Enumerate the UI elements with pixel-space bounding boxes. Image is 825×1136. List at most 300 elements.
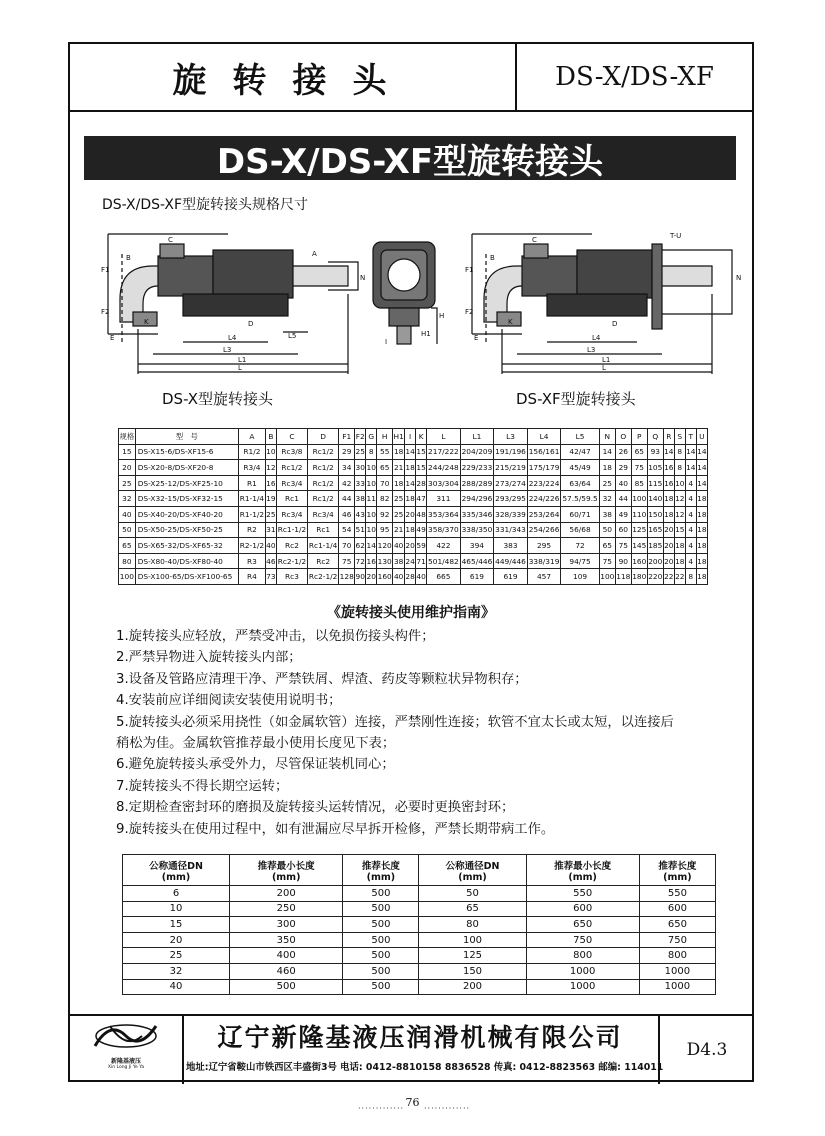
hose-length-cell: 750 bbox=[526, 932, 639, 948]
title-banner: DS-X/DS-XF型旋转接头 bbox=[84, 136, 736, 180]
spec-cell: 72 bbox=[355, 553, 366, 569]
spec-cell: 38 bbox=[599, 506, 615, 522]
hose-length-cell: 550 bbox=[639, 886, 715, 902]
spec-cell: 65 bbox=[631, 444, 647, 460]
spec-table-row bbox=[119, 460, 708, 476]
spec-cell: 191/196 bbox=[494, 444, 528, 460]
spec-cell: R2 bbox=[238, 522, 265, 538]
spec-cell: 25 bbox=[393, 491, 405, 507]
spec-cell: 15 bbox=[416, 444, 427, 460]
logo-cn: 新隆基液压 bbox=[110, 1058, 141, 1065]
spec-cell: 14 bbox=[685, 460, 696, 476]
spec-header-cell: K bbox=[416, 429, 427, 445]
spec-cell: 10 bbox=[674, 475, 685, 491]
hose-length-cell: 400 bbox=[230, 948, 343, 964]
spec-header-cell: S bbox=[674, 429, 685, 445]
spec-cell: 303/304 bbox=[427, 475, 461, 491]
spec-cell: 44 bbox=[339, 491, 355, 507]
mark-f1: F1 bbox=[101, 266, 110, 274]
spec-cell: 32 bbox=[119, 491, 136, 507]
spec-cell: 18 bbox=[696, 522, 707, 538]
spec-cell: 18 bbox=[696, 569, 707, 585]
spec-cell: 25 bbox=[599, 475, 615, 491]
spec-cell: Rc3/4 bbox=[276, 506, 307, 522]
spec-cell: 110 bbox=[631, 506, 647, 522]
hose-length-cell: 40 bbox=[123, 979, 230, 995]
company-address: 地址:辽宁省鞍山市铁西区丰盛街3号 电话: 0412-8810158 8836528 传真: 0412-8823563 邮编: 114011 bbox=[186, 1062, 664, 1073]
guide-item: 3.设备及管路应清理干净、严禁铁屑、焊渣、药皮等颗粒状异物积存； bbox=[116, 671, 528, 687]
spec-cell: 18 bbox=[674, 538, 685, 554]
spec-cell: 40 bbox=[393, 569, 405, 585]
spec-cell: Rc3/4 bbox=[276, 475, 307, 491]
mark-k: K bbox=[144, 318, 149, 326]
spec-cell: 10 bbox=[366, 506, 377, 522]
hose-length-row bbox=[123, 886, 716, 902]
spec-cell: 18 bbox=[663, 506, 674, 522]
spec-caption: DS-X/DS-XF型旋转接头规格尺寸 bbox=[102, 197, 308, 213]
mark-d: D bbox=[248, 320, 254, 328]
hose-length-cell: 250 bbox=[230, 901, 343, 917]
spec-cell: 18 bbox=[696, 491, 707, 507]
spec-cell: 40 bbox=[119, 506, 136, 522]
hose-length-cell: 65 bbox=[419, 901, 526, 917]
guide-list bbox=[116, 626, 736, 840]
spec-cell: 254/266 bbox=[527, 522, 561, 538]
hose-length-cell: 32 bbox=[123, 963, 230, 979]
spec-cell: 465/446 bbox=[460, 553, 494, 569]
spec-header-cell: O bbox=[615, 429, 631, 445]
spec-cell: 422 bbox=[427, 538, 461, 554]
spec-table-row bbox=[119, 569, 708, 585]
mark-l3: L3 bbox=[223, 346, 232, 354]
spec-cell: 145 bbox=[631, 538, 647, 554]
spec-cell: 223/224 bbox=[527, 475, 561, 491]
spec-cell: DS-X20-8/DS-XF20-8 bbox=[135, 460, 238, 476]
spec-cell: 311 bbox=[427, 491, 461, 507]
spec-cell: 42 bbox=[339, 475, 355, 491]
hose-length-header-cell: 推荐长度 (mm) bbox=[343, 855, 419, 886]
spec-cell: Rc1-1/4 bbox=[308, 538, 339, 554]
spec-cell: 34 bbox=[339, 460, 355, 476]
mark-e: E bbox=[110, 334, 115, 342]
spec-header-cell: F2 bbox=[355, 429, 366, 445]
spec-cell: 63/64 bbox=[561, 475, 600, 491]
hose-length-cell: 800 bbox=[526, 948, 639, 964]
hose-length-row bbox=[123, 948, 716, 964]
spec-cell: 38 bbox=[393, 553, 405, 569]
spec-cell: 130 bbox=[377, 553, 393, 569]
spec-cell: 665 bbox=[427, 569, 461, 585]
spec-cell: 217/222 bbox=[427, 444, 461, 460]
spec-cell: 49 bbox=[416, 522, 427, 538]
guide-item: 8.定期检查密封环的磨损及旋转接头运转情况，必要时更换密封环； bbox=[116, 800, 515, 816]
spec-cell: 8 bbox=[685, 569, 696, 585]
hose-length-row bbox=[123, 901, 716, 917]
mark-c: C bbox=[168, 236, 173, 244]
spec-cell: 294/296 bbox=[460, 491, 494, 507]
spec-cell: DS-X32-15/DS-XF32-15 bbox=[135, 491, 238, 507]
spec-cell: Rc1-1/2 bbox=[276, 522, 307, 538]
mark-i: I bbox=[385, 338, 388, 346]
spec-cell: 18 bbox=[393, 444, 405, 460]
hose-length-cell: 500 bbox=[343, 901, 419, 917]
spec-cell: 224/226 bbox=[527, 491, 561, 507]
spec-cell: 293/295 bbox=[494, 491, 528, 507]
spec-cell: 40 bbox=[265, 538, 276, 554]
hose-length-row bbox=[123, 932, 716, 948]
hose-length-cell: 200 bbox=[419, 979, 526, 995]
hose-length-cell: 500 bbox=[343, 979, 419, 995]
spec-cell: 100 bbox=[631, 491, 647, 507]
mark-b: B bbox=[126, 254, 131, 262]
flange-drawing bbox=[365, 214, 445, 386]
spec-cell: 10 bbox=[265, 444, 276, 460]
mark-b: B bbox=[490, 254, 495, 262]
hose-length-cell: 500 bbox=[343, 948, 419, 964]
spec-cell: DS-X65-32/DS-XF65-32 bbox=[135, 538, 238, 554]
spec-cell: 4 bbox=[685, 506, 696, 522]
spec-cell: 11 bbox=[366, 491, 377, 507]
spec-cell: R1-1/2 bbox=[238, 506, 265, 522]
hose-length-row bbox=[123, 917, 716, 933]
spec-cell: 54 bbox=[339, 522, 355, 538]
hose-length-row bbox=[123, 963, 716, 979]
spec-cell: DS-X25-12/DS-XF25-10 bbox=[135, 475, 238, 491]
spec-cell: Rc2-1/2 bbox=[276, 553, 307, 569]
spec-header-cell: L1 bbox=[460, 429, 494, 445]
spec-cell: Rc3/4 bbox=[308, 506, 339, 522]
spec-cell: Rc3/8 bbox=[276, 444, 307, 460]
spec-cell: 4 bbox=[685, 522, 696, 538]
spec-cell: 18 bbox=[696, 553, 707, 569]
spec-cell: 44 bbox=[615, 491, 631, 507]
spec-cell: 15 bbox=[119, 444, 136, 460]
mark-l4: L4 bbox=[592, 334, 601, 342]
spec-cell: 65 bbox=[599, 538, 615, 554]
spec-cell: 20 bbox=[663, 538, 674, 554]
spec-cell: 56/68 bbox=[561, 522, 600, 538]
spec-table-row bbox=[119, 444, 708, 460]
spec-cell: 33 bbox=[355, 475, 366, 491]
spec-cell: 72 bbox=[561, 538, 600, 554]
spec-cell: 31 bbox=[265, 522, 276, 538]
hose-length-cell: 1000 bbox=[526, 963, 639, 979]
spec-cell: Rc1/2 bbox=[308, 475, 339, 491]
spec-cell: 95 bbox=[377, 522, 393, 538]
spec-cell: 295 bbox=[527, 538, 561, 554]
spec-cell: 50 bbox=[599, 522, 615, 538]
spec-cell: 619 bbox=[460, 569, 494, 585]
hose-length-cell: 500 bbox=[343, 963, 419, 979]
spec-cell: 4 bbox=[685, 538, 696, 554]
guide-item: 稍松为佳。金属软管推荐最小使用长度见下表； bbox=[116, 736, 396, 752]
spec-cell: 16 bbox=[366, 553, 377, 569]
spec-cell: 82 bbox=[377, 491, 393, 507]
spec-table-row bbox=[119, 475, 708, 491]
hose-length-cell: 350 bbox=[230, 932, 343, 948]
spec-cell: 24 bbox=[405, 553, 416, 569]
spec-cell: 59 bbox=[416, 538, 427, 554]
spec-cell: R4 bbox=[238, 569, 265, 585]
mark-f1: F1 bbox=[465, 266, 474, 274]
hose-length-header-cell: 公称通径DN (mm) bbox=[123, 855, 230, 886]
ds-x-drawing bbox=[98, 214, 368, 386]
spec-cell: 38 bbox=[355, 491, 366, 507]
spec-cell: 8 bbox=[674, 444, 685, 460]
spec-cell: 338/319 bbox=[527, 553, 561, 569]
spec-cell: R3 bbox=[238, 553, 265, 569]
hose-length-header-cell: 推荐最小长度 (mm) bbox=[526, 855, 639, 886]
spec-cell: 40 bbox=[416, 569, 427, 585]
spec-cell: DS-X15-6/DS-XF15-6 bbox=[135, 444, 238, 460]
guide-title: 《旋转接头使用维护指南》 bbox=[327, 605, 495, 621]
spec-cell: 90 bbox=[355, 569, 366, 585]
spec-cell: 26 bbox=[615, 444, 631, 460]
hose-length-cell: 500 bbox=[343, 886, 419, 902]
guide-item: 2.严禁异物进入旋转接头内部； bbox=[116, 650, 302, 666]
spec-cell: 10 bbox=[366, 475, 377, 491]
spec-cell: 18 bbox=[696, 538, 707, 554]
spec-header-cell: R bbox=[663, 429, 674, 445]
spec-cell: 65 bbox=[119, 538, 136, 554]
spec-cell: 18 bbox=[405, 460, 416, 476]
spec-cell: R1-1/4 bbox=[238, 491, 265, 507]
spec-cell: 14 bbox=[599, 444, 615, 460]
spec-cell: 14 bbox=[366, 538, 377, 554]
header bbox=[70, 44, 752, 112]
spec-cell: 15 bbox=[416, 460, 427, 476]
spec-cell: 105 bbox=[647, 460, 663, 476]
page-dots-right: ············· bbox=[424, 1104, 471, 1113]
spec-cell: 21 bbox=[393, 460, 405, 476]
hose-length-row bbox=[123, 979, 716, 995]
mark-n: N bbox=[736, 274, 742, 282]
hose-length-cell: 80 bbox=[419, 917, 526, 933]
spec-cell: 48 bbox=[416, 506, 427, 522]
spec-cell: 22 bbox=[674, 569, 685, 585]
hose-length-cell: 460 bbox=[230, 963, 343, 979]
spec-cell: 75 bbox=[339, 553, 355, 569]
spec-cell: Rc1/2 bbox=[308, 460, 339, 476]
hose-length-cell: 500 bbox=[343, 917, 419, 933]
spec-cell: 47 bbox=[416, 491, 427, 507]
spec-header-cell: 型 号 bbox=[135, 429, 238, 445]
spec-cell: 4 bbox=[685, 491, 696, 507]
spec-cell: 22 bbox=[663, 569, 674, 585]
spec-header-cell: 规格 bbox=[119, 429, 136, 445]
spec-cell: 18 bbox=[696, 506, 707, 522]
spec-cell: 14 bbox=[685, 444, 696, 460]
spec-cell: 150 bbox=[647, 506, 663, 522]
spec-cell: 50 bbox=[119, 522, 136, 538]
spec-cell: 18 bbox=[405, 491, 416, 507]
spec-header-cell: A bbox=[238, 429, 265, 445]
spec-table bbox=[118, 428, 708, 585]
page-number: 76 bbox=[405, 1096, 420, 1109]
spec-cell: 40 bbox=[393, 538, 405, 554]
mark-k: K bbox=[508, 318, 513, 326]
header-model: DS-X/DS-XF bbox=[555, 62, 714, 92]
spec-cell: 14 bbox=[663, 444, 674, 460]
spec-table-row bbox=[119, 506, 708, 522]
guide-item: 7.旋转接头不得长期空运转； bbox=[116, 778, 289, 794]
spec-cell: 10 bbox=[366, 460, 377, 476]
spec-header-cell: L3 bbox=[494, 429, 528, 445]
spec-cell: 14 bbox=[696, 475, 707, 491]
page-code: D4.3 bbox=[658, 1016, 754, 1084]
hose-length-cell: 300 bbox=[230, 917, 343, 933]
spec-cell: 100 bbox=[599, 569, 615, 585]
spec-cell: 118 bbox=[615, 569, 631, 585]
spec-cell: 180 bbox=[631, 569, 647, 585]
spec-cell: 32 bbox=[599, 491, 615, 507]
mark-l1: L1 bbox=[602, 356, 611, 364]
mark-l5: L5 bbox=[288, 332, 297, 340]
spec-table-row bbox=[119, 553, 708, 569]
spec-cell: DS-X100-65/DS-XF100-65 bbox=[135, 569, 238, 585]
guide-item: 9.旋转接头在使用过程中，如有泄漏应尽早拆开检修，严禁长期带病工作。 bbox=[116, 821, 555, 837]
spec-cell: DS-X50-25/DS-XF50-25 bbox=[135, 522, 238, 538]
spec-cell: 25 bbox=[265, 506, 276, 522]
spec-cell: 70 bbox=[339, 538, 355, 554]
hose-length-cell: 125 bbox=[419, 948, 526, 964]
spec-cell: 328/339 bbox=[494, 506, 528, 522]
hose-length-cell: 800 bbox=[639, 948, 715, 964]
hose-length-cell: 1000 bbox=[639, 963, 715, 979]
spec-cell: 215/219 bbox=[494, 460, 528, 476]
hose-length-cell: 650 bbox=[639, 917, 715, 933]
hose-length-cell: 200 bbox=[230, 886, 343, 902]
company-logo bbox=[70, 1016, 184, 1084]
spec-cell: 65 bbox=[377, 460, 393, 476]
spec-cell: 70 bbox=[377, 475, 393, 491]
spec-cell: 20 bbox=[366, 569, 377, 585]
spec-cell: Rc1/2 bbox=[308, 444, 339, 460]
hose-length-cell: 500 bbox=[343, 932, 419, 948]
spec-cell: 125 bbox=[631, 522, 647, 538]
spec-header-cell: N bbox=[599, 429, 615, 445]
spec-cell: 43 bbox=[355, 506, 366, 522]
spec-cell: DS-X80-40/DS-XF80-40 bbox=[135, 553, 238, 569]
spec-cell: Rc1 bbox=[276, 491, 307, 507]
guide-item: 5.旋转接头必须采用挠性（如金属软管）连接，严禁刚性连接；软管不宜太长或太短，以连接后 bbox=[116, 714, 674, 730]
mark-n: N bbox=[360, 274, 366, 282]
spec-cell: 42/47 bbox=[561, 444, 600, 460]
spec-cell: 18 bbox=[393, 475, 405, 491]
mark-l4: L4 bbox=[228, 334, 237, 342]
spec-cell: 60/71 bbox=[561, 506, 600, 522]
spec-cell: 25 bbox=[355, 444, 366, 460]
hose-length-cell: 6 bbox=[123, 886, 230, 902]
header-title: 旋转接头 bbox=[172, 60, 413, 101]
spec-cell: 338/350 bbox=[460, 522, 494, 538]
spec-cell: 28 bbox=[405, 569, 416, 585]
spec-cell: 51 bbox=[355, 522, 366, 538]
spec-cell: 46 bbox=[265, 553, 276, 569]
spec-table-row bbox=[119, 491, 708, 507]
spec-cell: 353/364 bbox=[427, 506, 461, 522]
spec-header-cell: T bbox=[685, 429, 696, 445]
spec-header-cell: U bbox=[696, 429, 707, 445]
spec-cell: 185 bbox=[647, 538, 663, 554]
spec-header-cell: H1 bbox=[393, 429, 405, 445]
spec-cell: 160 bbox=[377, 569, 393, 585]
spec-cell: 358/370 bbox=[427, 522, 461, 538]
spec-cell: 20 bbox=[663, 553, 674, 569]
hose-length-cell: 15 bbox=[123, 917, 230, 933]
spec-header-cell: P bbox=[631, 429, 647, 445]
spec-cell: 19 bbox=[265, 491, 276, 507]
spec-cell: 200 bbox=[647, 553, 663, 569]
page-dots-left: ············· bbox=[358, 1104, 405, 1113]
spec-cell: 49 bbox=[615, 506, 631, 522]
page-frame bbox=[68, 42, 754, 1082]
spec-cell: 29 bbox=[615, 460, 631, 476]
spec-cell: 115 bbox=[647, 475, 663, 491]
mark-f2: F2 bbox=[101, 308, 110, 316]
spec-cell: 30 bbox=[355, 460, 366, 476]
spec-cell: 20 bbox=[663, 522, 674, 538]
mark-e: E bbox=[474, 334, 479, 342]
spec-cell: 75 bbox=[599, 553, 615, 569]
spec-cell: 128 bbox=[339, 569, 355, 585]
spec-cell: 14 bbox=[696, 444, 707, 460]
spec-header-cell: Q bbox=[647, 429, 663, 445]
mark-c: C bbox=[532, 236, 537, 244]
spec-cell: 383 bbox=[494, 538, 528, 554]
guide-item: 6.避免旋转接头承受外力，尽管保证装机同心； bbox=[116, 757, 395, 773]
hose-length-cell: 100 bbox=[419, 932, 526, 948]
mark-l: L bbox=[238, 364, 242, 372]
spec-cell: 25 bbox=[393, 506, 405, 522]
spec-header-cell: H bbox=[377, 429, 393, 445]
hose-length-cell: 1000 bbox=[639, 979, 715, 995]
spec-cell: 501/482 bbox=[427, 553, 461, 569]
guide-item: 4.安装前应详细阅读安装使用说明书； bbox=[116, 693, 342, 709]
spec-table-row bbox=[119, 538, 708, 554]
mark-f2: F2 bbox=[465, 308, 474, 316]
logo-en: Xin Long Ji Ye Ya bbox=[107, 1065, 145, 1070]
spec-cell: 288/289 bbox=[460, 475, 494, 491]
spec-cell: 165 bbox=[647, 522, 663, 538]
spec-cell: 12 bbox=[674, 506, 685, 522]
spec-cell: 18 bbox=[599, 460, 615, 476]
spec-cell: 457 bbox=[527, 569, 561, 585]
spec-cell: 12 bbox=[674, 491, 685, 507]
spec-cell: 90 bbox=[615, 553, 631, 569]
spec-header-cell: I bbox=[405, 429, 416, 445]
mark-a: A bbox=[312, 250, 317, 258]
mark-h: H bbox=[439, 312, 445, 320]
spec-cell: 204/209 bbox=[460, 444, 494, 460]
spec-cell: 18 bbox=[663, 491, 674, 507]
spec-cell: 20 bbox=[405, 538, 416, 554]
spec-cell: 21 bbox=[393, 522, 405, 538]
hose-length-header-cell: 推荐长度 (mm) bbox=[639, 855, 715, 886]
spec-cell: 80 bbox=[119, 553, 136, 569]
spec-cell: 109 bbox=[561, 569, 600, 585]
spec-cell: Rc1/2 bbox=[276, 460, 307, 476]
spec-cell: 394 bbox=[460, 538, 494, 554]
spec-cell: 29 bbox=[339, 444, 355, 460]
spec-cell: 75 bbox=[631, 460, 647, 476]
spec-cell: R1 bbox=[238, 475, 265, 491]
spec-cell: 120 bbox=[377, 538, 393, 554]
spec-cell: 335/346 bbox=[460, 506, 494, 522]
spec-header-cell: G bbox=[366, 429, 377, 445]
hose-length-header bbox=[123, 855, 716, 886]
spec-cell: R2-1/2 bbox=[238, 538, 265, 554]
